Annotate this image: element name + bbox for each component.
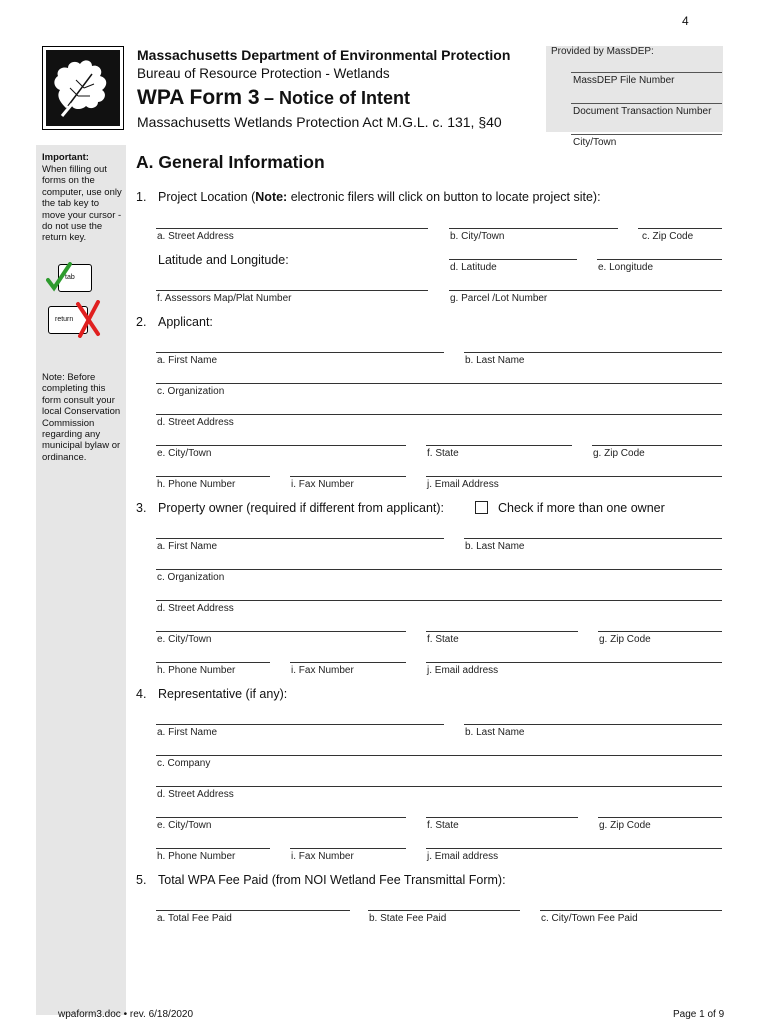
q4-company-field[interactable] bbox=[156, 755, 722, 769]
q5-label: Total WPA Fee Paid (from NOI Wetland Fee Transmittal Form): bbox=[158, 873, 506, 887]
q3-org-field[interactable] bbox=[156, 569, 722, 583]
footer-doc: wpaform3.doc • rev. 6/18/2020 bbox=[58, 1009, 194, 1020]
massdep-box bbox=[546, 46, 723, 132]
q3-city-label: e. City/Town bbox=[157, 634, 212, 645]
q2-phone-input[interactable] bbox=[156, 460, 270, 476]
q4-city-input[interactable] bbox=[156, 801, 406, 817]
doc-transaction-field[interactable] bbox=[571, 103, 722, 104]
q3-number: 3. bbox=[136, 501, 147, 515]
q4-last-label: b. Last Name bbox=[465, 727, 525, 738]
assessor-input[interactable] bbox=[156, 274, 428, 290]
q2-phone-label: h. Phone Number bbox=[157, 479, 236, 490]
massdep-city-field[interactable] bbox=[571, 134, 722, 135]
q4-fax-input[interactable] bbox=[290, 832, 406, 848]
q2-city-input[interactable] bbox=[156, 429, 406, 445]
q3-state-input[interactable] bbox=[426, 615, 578, 631]
q4-last-input[interactable] bbox=[464, 708, 722, 724]
q2-email-label: j. Email Address bbox=[427, 479, 499, 490]
q2-last-input[interactable] bbox=[464, 336, 722, 352]
q2-zip-input[interactable] bbox=[592, 429, 722, 445]
q4-first-input[interactable] bbox=[156, 708, 444, 724]
sidebar-note: Note: Before completing this form consult your local Conservation Commission regarding any municipal bylaw or ordinance. bbox=[42, 372, 121, 463]
q4-phone-field[interactable] bbox=[156, 848, 270, 862]
total-fee-field[interactable] bbox=[156, 910, 350, 924]
bureau-name: Bureau of Resource Protection - Wetlands bbox=[137, 66, 390, 81]
massdep-box-title: Provided by MassDEP: bbox=[551, 46, 654, 57]
q2-fax-input[interactable] bbox=[290, 460, 406, 476]
q4-phone-input[interactable] bbox=[156, 832, 270, 848]
longitude-input[interactable] bbox=[597, 243, 722, 259]
q3-org-input[interactable] bbox=[156, 553, 722, 569]
massdep-logo bbox=[42, 46, 124, 130]
q4-state-input[interactable] bbox=[426, 801, 578, 817]
section-a-title: A. General Information bbox=[136, 152, 325, 172]
tab-key-graphic bbox=[46, 262, 94, 294]
q4-street-input[interactable] bbox=[156, 770, 722, 786]
form-title bbox=[137, 86, 410, 110]
q3-fax-field[interactable] bbox=[290, 662, 406, 676]
city-fee-label: c. City/Town Fee Paid bbox=[541, 913, 638, 924]
massdep-file-number-label: MassDEP File Number bbox=[573, 75, 675, 86]
q4-state-field[interactable] bbox=[426, 817, 578, 831]
q3-zip-input[interactable] bbox=[598, 615, 722, 631]
q3-first-field[interactable] bbox=[156, 538, 444, 552]
agency-name: Massachusetts Department of Environmental Protection bbox=[137, 47, 511, 63]
q2-org-label: c. Organization bbox=[157, 386, 225, 397]
multiple-owners-checkbox[interactable] bbox=[475, 501, 488, 514]
important-body: When filling out forms on the computer, use only the tab key to move your cursor - do not use the return key. bbox=[42, 164, 122, 244]
q3-city-field[interactable] bbox=[156, 631, 406, 645]
q2-street-label: d. Street Address bbox=[157, 417, 234, 428]
longitude-field[interactable] bbox=[597, 259, 722, 273]
q2-last-field[interactable] bbox=[464, 352, 722, 366]
q2-state-field[interactable] bbox=[426, 445, 572, 459]
q2-zip-field[interactable] bbox=[592, 445, 722, 459]
q3-phone-label: h. Phone Number bbox=[157, 665, 236, 676]
q2-state-label: f. State bbox=[427, 448, 459, 459]
q4-email-field[interactable] bbox=[426, 848, 722, 862]
q4-number: 4. bbox=[136, 687, 147, 701]
city-fee-input[interactable] bbox=[540, 894, 722, 910]
state-fee-label: b. State Fee Paid bbox=[369, 913, 447, 924]
city-fee-field[interactable] bbox=[540, 910, 722, 924]
q1-note-bold: Note: bbox=[255, 190, 288, 204]
q2-first-label: a. First Name bbox=[157, 355, 218, 366]
x-mark-icon bbox=[74, 300, 104, 338]
q3-zip-label: g. Zip Code bbox=[599, 634, 651, 645]
q4-zip-label: g. Zip Code bbox=[599, 820, 651, 831]
q3-street-field[interactable] bbox=[156, 600, 722, 614]
q2-street-input[interactable] bbox=[156, 398, 722, 414]
q3-zip-field[interactable] bbox=[598, 631, 722, 645]
q2-city-label: e. City/Town bbox=[157, 448, 212, 459]
q4-zip-field[interactable] bbox=[598, 817, 722, 831]
q3-first-input[interactable] bbox=[156, 522, 444, 538]
latitude-input[interactable] bbox=[449, 243, 577, 259]
q3-first-label: a. First Name bbox=[157, 541, 218, 552]
tab-key-label: tab bbox=[65, 274, 75, 281]
q2-state-input[interactable] bbox=[426, 429, 572, 445]
q1-zip-label: c. Zip Code bbox=[642, 231, 694, 242]
q2-street-field[interactable] bbox=[156, 414, 722, 428]
latitude-field[interactable] bbox=[449, 259, 577, 273]
q2-org-field[interactable] bbox=[156, 383, 722, 397]
q1-street-input[interactable] bbox=[156, 212, 428, 228]
q2-number: 2. bbox=[136, 315, 147, 329]
q1-label bbox=[158, 190, 601, 204]
return-key-label: return bbox=[55, 316, 74, 323]
q1-note-rest: electronic filers will click on button to locate project site): bbox=[287, 190, 601, 204]
q4-phone-label: h. Phone Number bbox=[157, 851, 236, 862]
latitude-label: d. Latitude bbox=[450, 262, 497, 273]
q2-fax-field[interactable] bbox=[290, 476, 406, 490]
q3-phone-field[interactable] bbox=[156, 662, 270, 676]
q3-last-input[interactable] bbox=[464, 522, 722, 538]
q1-zip-input[interactable] bbox=[638, 212, 722, 228]
latlong-label: Latitude and Longitude: bbox=[158, 253, 289, 267]
q3-email-field[interactable] bbox=[426, 662, 722, 676]
q2-first-field[interactable] bbox=[156, 352, 444, 366]
page-number: 4 bbox=[682, 14, 689, 28]
q2-email-field[interactable] bbox=[426, 476, 722, 490]
total-fee-input[interactable] bbox=[156, 894, 350, 910]
q1-street-field[interactable] bbox=[156, 228, 428, 242]
q2-phone-field[interactable] bbox=[156, 476, 270, 490]
state-fee-input[interactable] bbox=[368, 894, 520, 910]
longitude-label: e. Longitude bbox=[598, 262, 654, 273]
q3-fax-input[interactable] bbox=[290, 646, 406, 662]
q3-email-label: j. Email address bbox=[427, 665, 499, 676]
q1-city-field[interactable] bbox=[449, 228, 618, 242]
parcel-input[interactable] bbox=[449, 274, 722, 290]
q4-email-label: j. Email address bbox=[427, 851, 499, 862]
q4-email-input[interactable] bbox=[426, 832, 722, 848]
parcel-field[interactable] bbox=[449, 290, 722, 304]
q4-last-field[interactable] bbox=[464, 724, 722, 738]
q4-company-input[interactable] bbox=[156, 739, 722, 755]
total-fee-label: a. Total Fee Paid bbox=[157, 913, 232, 924]
act-reference: Massachusetts Wetlands Protection Act M.G.L. c. 131, §40 bbox=[137, 114, 502, 130]
q4-fax-label: i. Fax Number bbox=[291, 851, 354, 862]
q4-label: Representative (if any): bbox=[158, 687, 288, 701]
q4-state-label: f. State bbox=[427, 820, 459, 831]
parcel-label: g. Parcel /Lot Number bbox=[450, 293, 548, 304]
assessor-label: f. Assessors Map/Plat Number bbox=[157, 293, 292, 304]
q4-first-label: a. First Name bbox=[157, 727, 218, 738]
checkmark-icon bbox=[46, 262, 74, 294]
q3-last-label: b. Last Name bbox=[465, 541, 525, 552]
q1-city-input[interactable] bbox=[449, 212, 618, 228]
q1-zip-field[interactable] bbox=[638, 228, 722, 242]
assessor-field[interactable] bbox=[156, 290, 428, 304]
q1-street-label: a. Street Address bbox=[157, 231, 234, 242]
q3-city-input[interactable] bbox=[156, 615, 406, 631]
q4-city-label: e. City/Town bbox=[157, 820, 212, 831]
oak-leaf-icon bbox=[46, 50, 120, 126]
q3-state-field[interactable] bbox=[426, 631, 578, 645]
q4-fax-field[interactable] bbox=[290, 848, 406, 862]
q1-number: 1. bbox=[136, 190, 147, 204]
q3-last-field[interactable] bbox=[464, 538, 722, 552]
q4-zip-input[interactable] bbox=[598, 801, 722, 817]
form-title-strong: WPA Form 3 bbox=[137, 86, 260, 109]
multiple-owners-label: Check if more than one owner bbox=[498, 501, 665, 515]
q3-org-label: c. Organization bbox=[157, 572, 225, 583]
q4-first-field[interactable] bbox=[156, 724, 444, 738]
form-title-rest: – Notice of Intent bbox=[263, 88, 410, 108]
q3-email-input[interactable] bbox=[426, 646, 722, 662]
q2-org-input[interactable] bbox=[156, 367, 722, 383]
q3-street-input[interactable] bbox=[156, 584, 722, 600]
q2-city-field[interactable] bbox=[156, 445, 406, 459]
q2-fax-label: i. Fax Number bbox=[291, 479, 354, 490]
q1-city-label: b. City/Town bbox=[450, 231, 505, 242]
q4-company-label: c. Company bbox=[157, 758, 211, 769]
q2-last-label: b. Last Name bbox=[465, 355, 525, 366]
state-fee-field[interactable] bbox=[368, 910, 520, 924]
q2-first-input[interactable] bbox=[156, 336, 444, 352]
massdep-city-label: City/Town bbox=[573, 137, 617, 148]
q1-label-text: Project Location ( bbox=[158, 190, 256, 204]
q4-street-label: d. Street Address bbox=[157, 789, 234, 800]
q3-label: Property owner (required if different from applicant): bbox=[158, 501, 445, 515]
return-key-graphic bbox=[46, 300, 106, 338]
q4-city-field[interactable] bbox=[156, 817, 406, 831]
q2-label: Applicant: bbox=[158, 315, 213, 329]
doc-transaction-label: Document Transaction Number bbox=[573, 106, 712, 117]
important-title: Important: bbox=[42, 152, 89, 163]
q4-street-field[interactable] bbox=[156, 786, 722, 800]
q3-fax-label: i. Fax Number bbox=[291, 665, 354, 676]
q2-email-input[interactable] bbox=[426, 460, 722, 476]
q2-zip-label: g. Zip Code bbox=[593, 448, 645, 459]
q3-state-label: f. State bbox=[427, 634, 459, 645]
q3-phone-input[interactable] bbox=[156, 646, 270, 662]
q5-number: 5. bbox=[136, 873, 147, 887]
massdep-file-number-field[interactable] bbox=[571, 72, 722, 73]
q3-street-label: d. Street Address bbox=[157, 603, 234, 614]
footer-page: Page 1 of 9 bbox=[673, 1009, 725, 1020]
